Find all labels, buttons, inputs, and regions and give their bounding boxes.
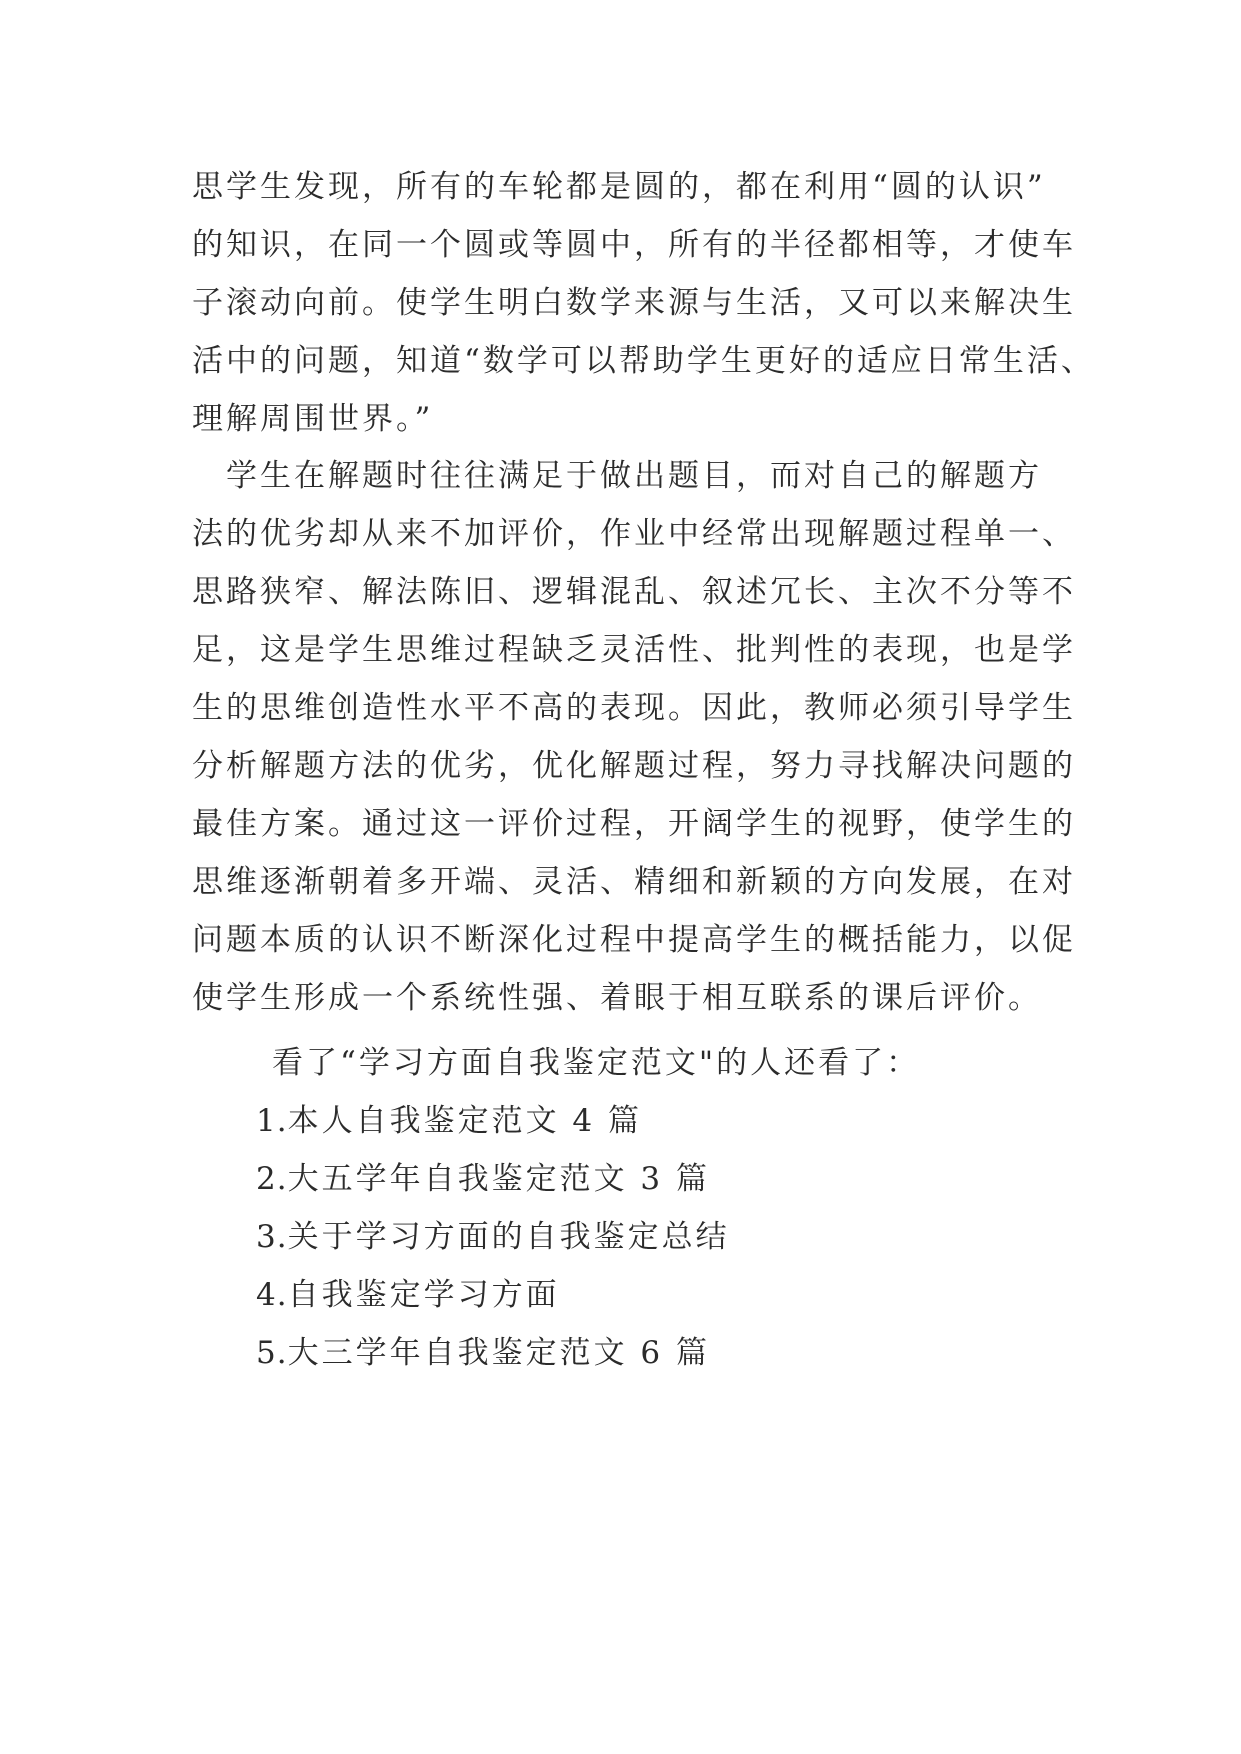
related-link-3[interactable] — [256, 1208, 730, 1266]
related-link-label: 自我鉴定学习方面 — [287, 1277, 560, 1313]
related-link-label: 本人自我鉴定范文 4 篇 — [287, 1103, 643, 1139]
paragraph-line: 活中的问题，知道“数学可以帮助学生更好的适应日常生活、 — [192, 343, 1095, 379]
related-link-label: 大三学年自我鉴定范文 6 篇 — [287, 1335, 711, 1371]
paragraph-line: 法的优劣却从来不加评价，作业中经常出现解题过程单一、 — [192, 516, 1076, 552]
paragraph-line: 子滚动向前。使学生明白数学来源与生活，又可以来解决生 — [192, 285, 1076, 321]
related-link-4[interactable] — [256, 1266, 730, 1324]
paragraph-line: 思路狭窄、解法陈旧、逻辑混乱、叙述冗长、主次不分等不 — [192, 574, 1076, 610]
list-number: 4. — [256, 1277, 288, 1313]
paragraph-line: 思学生发现，所有的车轮都是圆的，都在利用“圆的认识” — [192, 169, 1046, 205]
paragraph-line: 思维逐渐朝着多开端、灵活、精细和新颖的方向发展，在对 — [192, 864, 1076, 900]
paragraph-line: 生的思维创造性水平不高的表现。因此，教师必须引导学生 — [192, 690, 1076, 726]
paragraph-line: 学生在解题时往往满足于做出题目，而对自己的解题方 — [192, 458, 1042, 494]
related-link-label: 关于学习方面的自我鉴定总结 — [287, 1219, 730, 1255]
paragraph-line: 的知识，在同一个圆或等圆中，所有的半径都相等，才使车 — [192, 227, 1076, 263]
list-number: 3. — [256, 1219, 288, 1255]
paragraph-line: 足，这是学生思维过程缺乏灵活性、批判性的表现，也是学 — [192, 632, 1076, 668]
paragraph-2 — [192, 447, 1076, 1027]
list-number: 2. — [256, 1161, 288, 1197]
list-number: 1. — [256, 1103, 288, 1139]
related-link-2[interactable] — [256, 1150, 730, 1208]
paragraph-line: 理解周围世界。” — [192, 401, 434, 437]
paragraph-line: 问题本质的认识不断深化过程中提高学生的概括能力，以促 — [192, 922, 1076, 958]
paragraph-line: 使学生形成一个系统性强、着眼于相互联系的课后评价。 — [192, 980, 1042, 1016]
related-list — [256, 1092, 730, 1382]
paragraph-line: 分析解题方法的优劣，优化解题过程，努力寻找解决问题的 — [192, 748, 1076, 784]
related-link-5[interactable] — [256, 1324, 730, 1382]
related-link-label: 大五学年自我鉴定范文 3 篇 — [287, 1161, 711, 1197]
paragraph-1 — [192, 158, 1095, 448]
related-heading: 看了“学习方面自我鉴定范文"的人还看了： — [272, 1045, 921, 1081]
related-link-1[interactable] — [256, 1092, 730, 1150]
paragraph-line: 最佳方案。通过这一评价过程，开阔学生的视野，使学生的 — [192, 806, 1076, 842]
list-number: 5. — [256, 1335, 288, 1371]
